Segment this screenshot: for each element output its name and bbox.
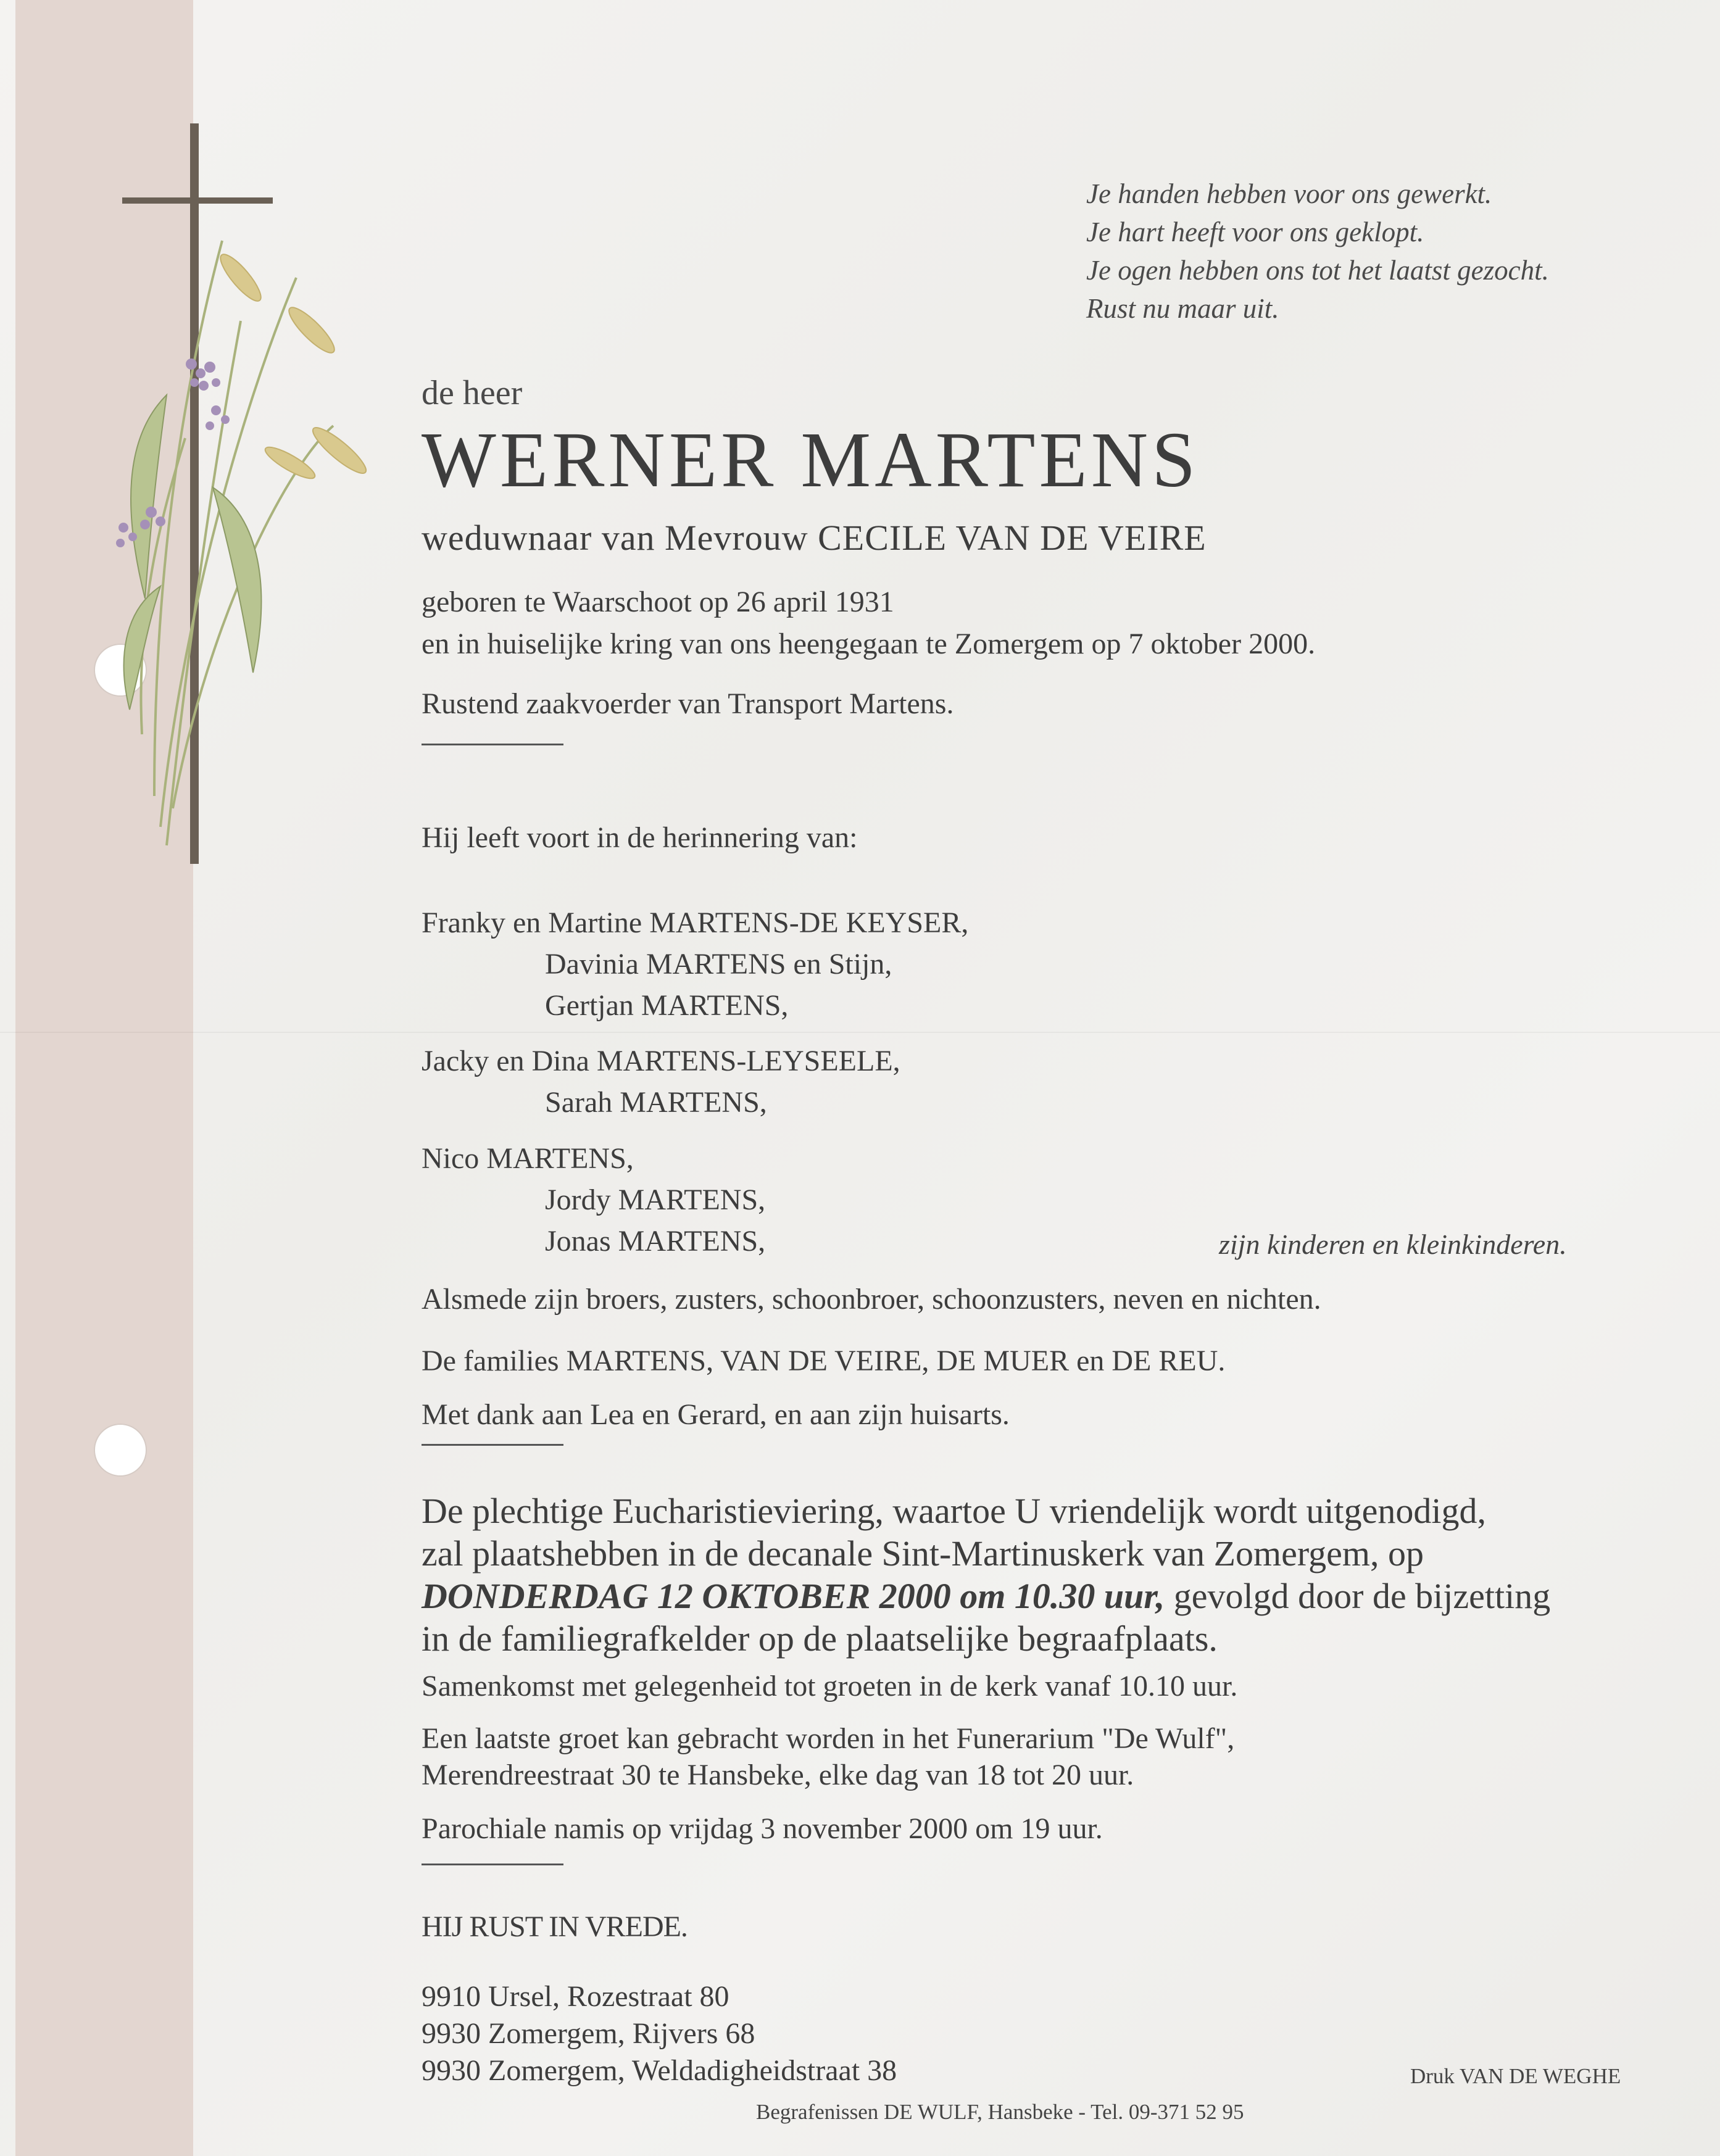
families-line: De families MARTENS, VAN DE VEIRE, DE MUER en DE REU. bbox=[422, 1345, 1226, 1377]
occupation: Rustend zaakvoerder van Transport Martens. bbox=[422, 687, 954, 720]
service-date: DONDERDAG 12 OKTOBER 2000 om 10.30 uur, bbox=[422, 1576, 1165, 1616]
family-line-2: Davinia MARTENS en Stijn, bbox=[545, 948, 892, 981]
gathering-line: Samenkomst met gelegenheid tot groeten in de kerk vanaf 10.10 uur. bbox=[422, 1670, 1238, 1702]
divider-2 bbox=[422, 1444, 563, 1446]
address-3: 9930 Zomergem, Weldadigheidstraat 38 bbox=[422, 2054, 897, 2087]
widow-of: weduwnaar van Mevrouw CECILE VAN DE VEIRE bbox=[422, 518, 1207, 558]
family-line-4: Jacky en Dina MARTENS-LEYSEELE, bbox=[422, 1045, 900, 1077]
poem-line-1: Je handen hebben voor ons gewerkt. bbox=[1086, 178, 1492, 209]
service-line-3 bbox=[422, 1575, 1550, 1617]
punch-hole-bottom bbox=[94, 1424, 147, 1477]
address-2: 9930 Zomergem, Rijvers 68 bbox=[422, 2017, 755, 2050]
service-line-3-rest: gevolgd door de bijzetting bbox=[1173, 1576, 1551, 1616]
honorific: de heer bbox=[422, 374, 523, 412]
last-greeting-line-2: Merendreestraat 30 te Hansbeke, elke dag van 18 tot 20 uur. bbox=[422, 1759, 1134, 1791]
family-line-3: Gertjan MARTENS, bbox=[545, 989, 789, 1022]
printer-credit: Druk VAN DE WEGHE bbox=[1410, 2064, 1621, 2088]
rest-in-peace: HIJ RUST IN VREDE. bbox=[422, 1910, 688, 1943]
poem-line-2: Je hart heeft voor ons geklopt. bbox=[1086, 217, 1424, 247]
last-greeting-line-1: Een laatste groet kan gebracht worden in het Funerarium "De Wulf", bbox=[422, 1722, 1235, 1755]
family-line-7: Jordy MARTENS, bbox=[545, 1184, 766, 1216]
thanks-line: Met dank aan Lea en Gerard, en aan zijn huisarts. bbox=[422, 1398, 1010, 1431]
service-line-1: De plechtige Eucharistieviering, waartoe U vriendelijk wordt uitgenodigd, bbox=[422, 1491, 1486, 1531]
service-line-4: in de familiegrafkelder op de plaatselijke begraafplaats. bbox=[422, 1619, 1218, 1659]
kids-note: zijn kinderen en kleinkinderen. bbox=[1219, 1229, 1567, 1260]
poem-line-3: Je ogen hebben ons tot het laatst gezocht. bbox=[1086, 255, 1549, 286]
memory-intro: Hij leeft voort in de herinnering van: bbox=[422, 821, 858, 854]
cross-and-wheat-illustration bbox=[86, 117, 376, 870]
birth-line: geboren te Waarschoot op 26 april 1931 bbox=[422, 586, 894, 618]
divider-1 bbox=[422, 744, 563, 745]
funeral-home: Begrafenissen DE WULF, Hansbeke - Tel. 09-371 52 95 bbox=[756, 2100, 1244, 2124]
service-line-2: zal plaatshebben in de decanale Sint-Martinuskerk van Zomergem, op bbox=[422, 1533, 1424, 1573]
deceased-name: WERNER MARTENS bbox=[422, 416, 1200, 504]
family-line-8: Jonas MARTENS, bbox=[545, 1225, 766, 1258]
poem-line-4: Rust nu maar uit. bbox=[1086, 293, 1279, 324]
fold-line bbox=[0, 1032, 1720, 1033]
death-line: en in huiselijke kring van ons heengegaan te Zomergem op 7 oktober 2000. bbox=[422, 628, 1316, 660]
family-line-6: Nico MARTENS, bbox=[422, 1142, 634, 1175]
family-line-1: Franky en Martine MARTENS-DE KEYSER, bbox=[422, 906, 969, 939]
family-line-5: Sarah MARTENS, bbox=[545, 1086, 767, 1119]
divider-3 bbox=[422, 1864, 563, 1865]
mass-line: Parochiale namis op vrijdag 3 november 2000 om 19 uur. bbox=[422, 1812, 1103, 1845]
address-1: 9910 Ursel, Rozestraat 80 bbox=[422, 1980, 729, 2013]
also-line: Alsmede zijn broers, zusters, schoonbroer, schoonzusters, neven en nichten. bbox=[422, 1283, 1321, 1316]
